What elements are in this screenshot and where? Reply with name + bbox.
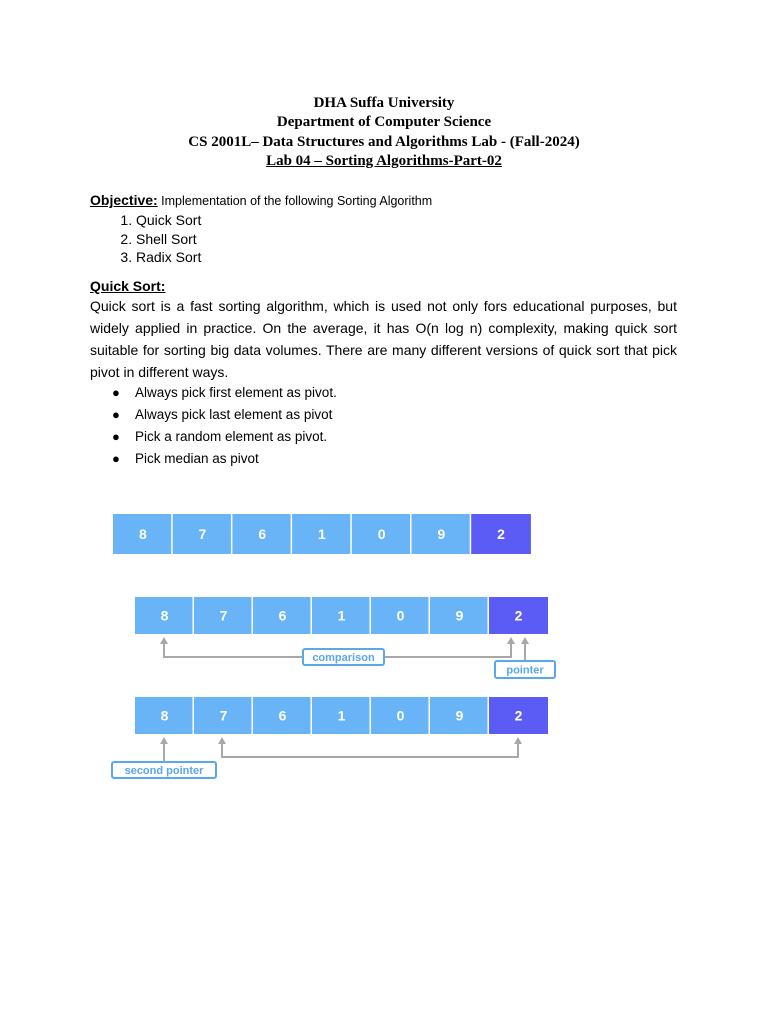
- array-cell-value: 0: [396, 607, 405, 624]
- array-cell-value: 6: [258, 526, 267, 542]
- array-cell-value: 7: [198, 526, 207, 542]
- list-item-text: Always pick first element as pivot.: [135, 385, 337, 400]
- array-cell-value: 1: [318, 526, 326, 542]
- list-item: 2. Shell Sort: [136, 230, 201, 249]
- array-cell-value: 1: [337, 607, 346, 624]
- array-cell-value: 7: [219, 707, 228, 724]
- pivot-options-list: [90, 382, 337, 470]
- array-row-initial: [113, 514, 531, 554]
- second-pointer-connector: [112, 737, 522, 778]
- arrowhead-icon: [218, 737, 226, 744]
- department-name: Department of Computer Science: [276, 114, 492, 131]
- swap-arrow: [222, 742, 518, 757]
- array-cell-value: 6: [278, 707, 287, 724]
- objective-text: Implementation of the following Sorting Algorithm: [157, 194, 433, 208]
- objective-label: Objective:: [90, 192, 158, 208]
- list-item: 1. Quick Sort: [136, 211, 201, 230]
- list-item: 3. Radix Sort: [136, 248, 201, 267]
- course-title: CS 2001L– Data Structures and Algorithms Lab - (Fall-2024): [188, 133, 580, 150]
- bullet-icon: ●: [112, 385, 120, 400]
- array-row-comparison: [135, 597, 548, 634]
- arrowhead-icon: [160, 637, 168, 644]
- arrowhead-icon: [514, 737, 522, 744]
- array-cell-value: 6: [278, 607, 287, 624]
- array-cell-value: 1: [337, 707, 346, 724]
- list-item-text: Pick a random element as pivot.: [135, 429, 328, 444]
- second-pointer-label: second pointer: [124, 765, 204, 777]
- list-item: [90, 404, 337, 426]
- array-cell-value: 0: [377, 526, 386, 542]
- quick-sort-diagram: [0, 500, 768, 790]
- lab-title: Lab 04 – Sorting Algorithms-Part-02: [266, 152, 502, 169]
- list-item-text: Pick median as pivot: [135, 451, 259, 466]
- array-cell-value: 9: [437, 526, 446, 542]
- comparison-connector: [160, 637, 555, 678]
- list-item: [90, 382, 337, 404]
- array-cell-value: 2: [497, 526, 505, 542]
- objective-line: [90, 192, 432, 208]
- array-cell-value: 2: [514, 707, 523, 724]
- array-row-second-pointer: [135, 697, 548, 734]
- array-cell-value: 7: [219, 607, 228, 624]
- array-cell-value: 2: [514, 607, 523, 624]
- bullet-icon: ●: [112, 407, 120, 422]
- array-cell-value: 0: [396, 707, 405, 724]
- arrowhead-icon: [507, 637, 515, 644]
- arrowhead-icon: [160, 737, 168, 744]
- pointer-label: pointer: [506, 664, 544, 677]
- arrowhead-icon: [521, 637, 529, 644]
- array-cell-value: 8: [160, 707, 169, 724]
- array-cell-value: 8: [160, 607, 169, 624]
- list-item-text: Always pick last element as pivot: [135, 407, 333, 422]
- algorithm-list: [90, 211, 201, 267]
- list-item: [90, 448, 337, 470]
- quick-sort-paragraph: Quick sort is a fast sorting algorithm, which is used not only fors educational purposes, but widely applied in practice. On the average, it has O(n log n) complexity, making quick sort suitable for sorting big data volumes. There are many different versions of quick sort that pick pivot in different ways.: [90, 298, 677, 380]
- bullet-icon: ●: [112, 451, 120, 466]
- document-header: [0, 94, 768, 171]
- array-cell-value: 9: [455, 607, 464, 624]
- quick-sort-heading: Quick Sort:: [90, 278, 166, 294]
- comparison-label: comparison: [312, 652, 375, 664]
- university-name: DHA Suffa University: [313, 95, 455, 111]
- array-cell-value: 9: [455, 707, 464, 724]
- bullet-icon: ●: [112, 429, 120, 444]
- array-cell-value: 8: [138, 526, 147, 542]
- list-item: [90, 426, 337, 448]
